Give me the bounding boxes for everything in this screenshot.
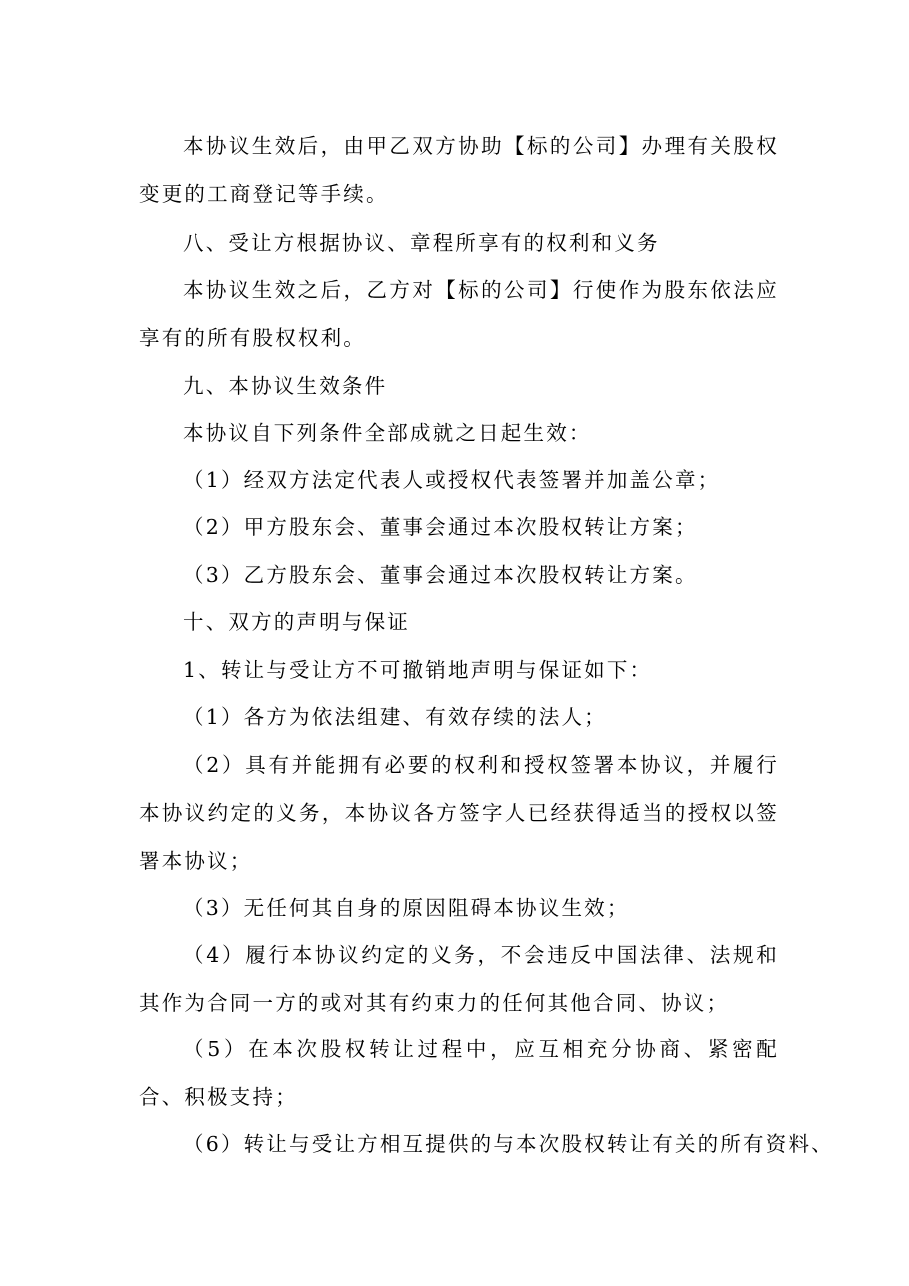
list-item-condition-2: （2）甲方股东会、董事会通过本次股权转让方案； bbox=[183, 515, 698, 539]
list-item-declaration-2: （2）具有并能拥有必要的权利和授权签署本协议，并履行本协议约定的义务，本协议各方签字人已经获得适当的授权以签署本协议； bbox=[139, 753, 779, 873]
list-item-declaration-6: （6）转让与受让方相互提供的与本次股权转让有关的所有资料、 bbox=[183, 1132, 834, 1156]
heading-section-9: 九、本协议生效条件 bbox=[183, 374, 388, 398]
list-item-declaration-5: （5）在本次股权转让过程中，应互相充分协商、紧密配合、积极支持； bbox=[139, 1037, 779, 1109]
paragraph-registration: 本协议生效后，由甲乙双方协助【标的公司】办理有关股权变更的工商登记等手续。 bbox=[139, 134, 779, 206]
list-item-condition-1: （1）经双方法定代表人或授权代表签署并加盖公章； bbox=[183, 468, 721, 492]
list-item-declaration-4: （4）履行本协议约定的义务，不会违反中国法律、法规和其作为合同一方的或对其有约束力的任何其他合同、协议； bbox=[139, 943, 779, 1015]
paragraph-declarations-intro: 1、转让与受让方不可撤销地声明与保证如下： bbox=[183, 658, 653, 682]
list-item-declaration-1: （1）各方为依法组建、有效存续的法人； bbox=[183, 705, 607, 729]
paragraph-effective-conditions: 本协议自下列条件全部成就之日起生效： bbox=[183, 421, 592, 445]
list-item-condition-3: （3）乙方股东会、董事会通过本次股权转让方案。 bbox=[183, 563, 698, 587]
list-item-declaration-3: （3）无任何其自身的原因阻碍本协议生效； bbox=[183, 896, 630, 920]
heading-section-8: 八、受让方根据协议、章程所享有的权利和义务 bbox=[183, 231, 660, 255]
heading-section-10: 十、双方的声明与保证 bbox=[183, 610, 410, 634]
paragraph-shareholder-rights: 本协议生效之后，乙方对【标的公司】行使作为股东依法应享有的所有股权权利。 bbox=[139, 278, 779, 350]
